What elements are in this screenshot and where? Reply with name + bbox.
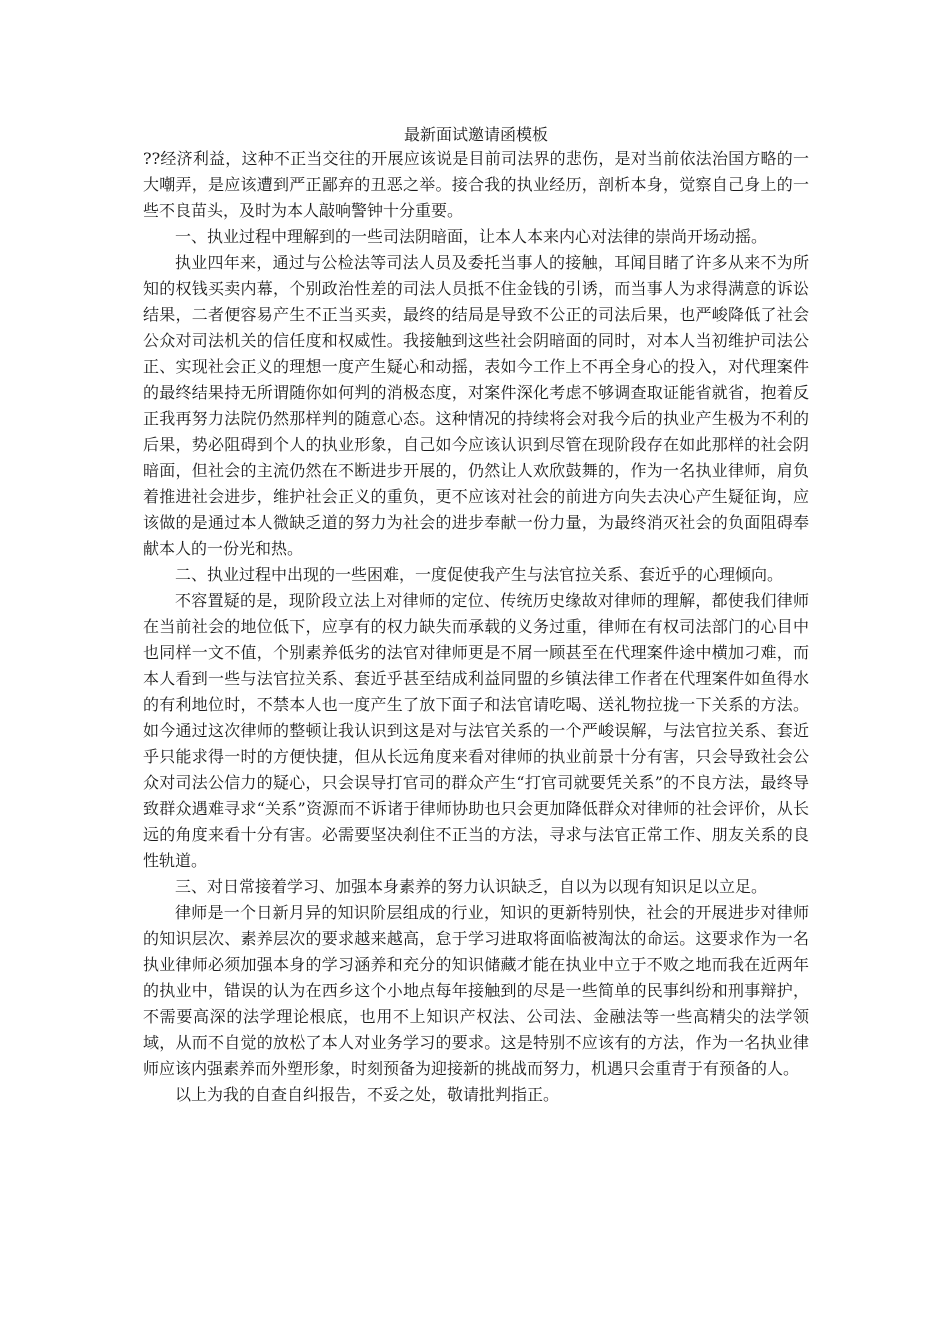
document-title: 最新面试邀请函模板 bbox=[403, 125, 548, 144]
body-paragraph: ??经济利益，这种不正当交往的开展应该说是目前司法界的悲伤，是对当前依法治国方略的一大嘲弄，是应该遭到严正鄙弃的丑恶之举。接合我的执业经历，剖析本身，觉察自己身上的一些不良苗头，及时为本人敲响警钟十分重要。 bbox=[143, 149, 809, 220]
body-paragraph: 不容置疑的是，现阶段立法上对律师的定位、传统历史缘故对律师的理解，都使我们律师在当前社会的地位低下，应享有的权力缺失而承载的义务过重，律师在有权司法部门的心目中也同样一文不值，个别素养低劣的法官对律师更是不屑一顾甚至在代理案件途中横加刁难，而本人看到一些与法官拉关系、套近乎甚至结成利益同盟的乡镇法律工作者在代理案件如鱼得水的有利地位时，不禁本人也一度产生了放下面子和法官请吃喝、送礼物拉拢一下关系的方法。如今通过这次律师的整顿让我认识到这是对与法官关系的一个严峻误解，与法官拉关系、套近乎只能求得一时的方便快捷，但从长远角度来看对律师的执业前景十分有害，只会导致社会公众对司法公信力的疑心，只会误导打官司的群众产生“打官司就要凭关系”的不良方法，最终导致群众遇难寻求“关系”资源而不诉诸于律师协助也只会更加降低群众对律师的社会评价，从长远的角度来看十分有害。必需要坚决刹住不正当的方法，寻求与法官正常工作、朋友关系的良性轨道。 bbox=[143, 591, 809, 870]
body-paragraph: 二、执业过程中出现的一些困难，一度促使我产生与法官拉关系、套近乎的心理倾向。 bbox=[175, 565, 784, 584]
body-paragraph: 一、执业过程中理解到的一些司法阴暗面，让本人本来内心对法律的崇尚开场动摇。 bbox=[175, 227, 768, 246]
document-page bbox=[143, 124, 809, 1108]
document-body bbox=[143, 146, 809, 1108]
body-paragraph: 律师是一个日新月异的知识阶层组成的行业，知识的更新特别快，社会的开展进步对律师的知识层次、素养层次的要求越来越高，怠于学习进取将面临被淘汰的命运。这要求作为一名执业律师必须加强本身的学习涵养和充分的知识储藏才能在执业中立于不败之地而我在近两年的执业中，错误的认为在西乡这个小地点每年接触到的尽是一些简单的民事纠纷和刑事辩护，不需要高深的法学理论根底，也用不上知识产权法、公司法、金融法等一些高精尖的法学领域，从而不自觉的放松了本人对业务学习的要求。这是特别不应该有的方法，作为一名执业律师应该内强素养而外塑形象，时刻预备为迎接新的挑战而努力，机遇只会重青于有预备的人。 bbox=[143, 903, 809, 1078]
body-paragraph: 三、对日常接着学习、加强本身素养的努力认识缺乏，自以为以现有知识足以立足。 bbox=[175, 877, 768, 896]
body-paragraph: 以上为我的自查自纠报告，不妥之处，敬请批判指正。 bbox=[175, 1085, 560, 1104]
body-paragraph: 执业四年来，通过与公检法等司法人员及委托当事人的接触，耳闻目睹了许多从来不为所知的权钱买卖内幕，个别政治性差的司法人员抵不住金钱的引诱，而当事人为求得满意的诉讼结果，二者便容易产生不正当买卖，最终的结局是导致不公正的司法后果，也严峻降低了社会公众对司法机关的信任度和权威性。我接触到这些社会阴暗面的同时，对本人当初维护司法公正、实现社会正义的理想一度产生疑心和动摇，表如今工作上不再全身心的投入，对代理案件的最终结果持无所谓随你如何判的消极态度，对案件深化考虑不够调查取证能省就省，抱着反正我再努力法院仍然那样判的随意心态。这种情况的持续将会对我今后的执业产生极为不利的后果，势必阻碍到个人的执业形象，自己如今应该认识到尽管在现阶段存在如此那样的社会阴暗面，但社会的主流仍然在不断进步开展的，仍然让人欢欣鼓舞的，作为一名执业律师，肩负着推进社会进步，维护社会正义的重负，更不应该对社会的前进方向失去决心产生疑征询，应该做的是通过本人微缺乏道的努力为社会的进步奉献一份力量，为最终消灭社会的负面阻碍奉献本人的一份光和热。 bbox=[143, 253, 809, 558]
